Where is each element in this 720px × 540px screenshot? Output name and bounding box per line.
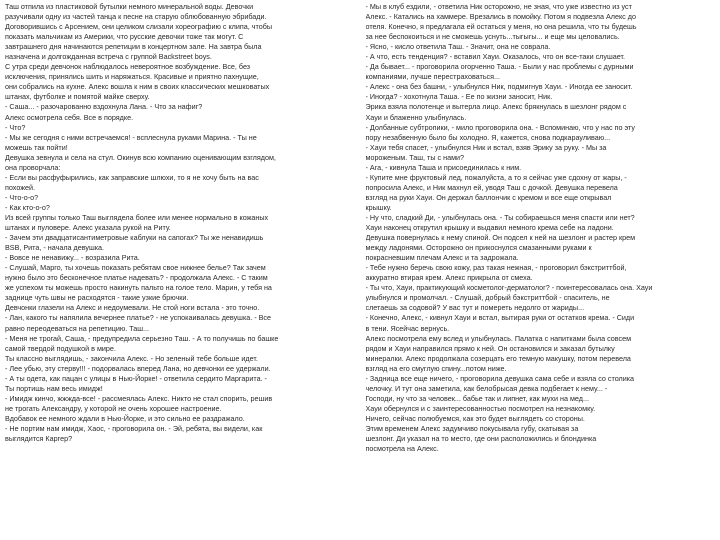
text-line: в тени. Ясейчас вернусь.: [365, 323, 450, 333]
text-line: исключения, принялись шить и наряжаться. Красивые и приятно пахнущие,: [5, 72, 259, 82]
text-line: Ничего, сейчас полюбуемся, как это будет выглядеть со стороны.: [365, 413, 585, 423]
text-line: - Если вы расфуфырились, как заправские шлюхи, то я не хочу быть на вас: [5, 172, 259, 182]
text-line: заднице чуть швы не расходятся - такие узкие брючки.: [5, 293, 189, 303]
text-line: - Вовсе не ненавижу... - возразила Рита.: [5, 253, 140, 263]
text-line: самой твердой подушкой в мире.: [5, 343, 116, 353]
text-line: - Ты что, Хауи, практикующий косметолог-дерматолог? - поинтересовалась она. Хауи: [365, 283, 653, 293]
text-line: покрасневшим плечам Алекс и та задрожала.: [365, 253, 519, 263]
left-column: [5, 2, 356, 540]
text-line: между ладонями. Осторожно он прикоснулся смазанными руками к: [365, 243, 592, 253]
text-line: Этим временем Алекс задумчиво покусывала губу, скатывая за: [365, 423, 579, 433]
text-line: - Не портим нам имидж, Хаос, - проговорила он. - Эй, ребята, вы видели, как: [5, 423, 263, 433]
text-line: можешь так пойти!: [5, 142, 68, 152]
text-line: Девушка зевнула и села на стул. Окинув всю компанию оценивающим взглядом,: [5, 152, 276, 162]
text-line: штанах, футболке и помятой майке сверху.: [5, 92, 150, 102]
text-line: Девчонки глазели на Алекс и недоумевали. Не стой ноги встала - это точно.: [5, 303, 260, 313]
text-line: улыбнулся и промолчал. - Слушай, добрый бэкстриттбой - спаситель, не: [365, 293, 610, 303]
text-line: Хауи наконец открутил крышку и выдавил немного крема себе на ладони.: [365, 223, 614, 233]
text-line: отеля. Конечно, я предлагала ей остаться у меня, но она решила, что ты будешь: [365, 22, 637, 32]
text-line: посмотрела на Алекс.: [365, 444, 439, 454]
text-line: выглядится Каргер?: [5, 434, 73, 444]
text-line: Хауи и блаженно улыбнулась.: [365, 112, 467, 122]
text-line: рядом и Хауи направился прямо к ней. Он остановился и заказал бутылку: [365, 343, 615, 353]
text-line: назначена и долгожданная встреча с группой Backstreet boys.: [5, 52, 212, 62]
text-line: слетаешь за содовой? У вас тут и помереть недолго от жариды...: [365, 303, 585, 313]
text-line: нужно было это бесконечное платье надевать? - продолжала Алекс. - С таким: [5, 273, 268, 283]
text-line: Господи, ну что за человек... бабье так и липнет, как мухи на мед...: [365, 393, 589, 403]
text-line: - Да бывает... - проговорила огорченно Таша. - Были у нас проблемы с дурными: [365, 62, 634, 72]
text-line: похожей.: [5, 182, 36, 192]
text-line: Вдобавок ее немного ждали в Нью-Йорке, и это сильно ее раздражало.: [5, 413, 245, 423]
text-line: же успехом ты можешь просто накинуть пальто на голое тело. Марин, у тебя на: [5, 283, 272, 293]
text-line: шезлонг. Ди указал на то место, где они расположились и блондинка: [365, 434, 597, 444]
text-line: показать мальчикам из Америки, что русские девочки тоже так могут. С: [5, 32, 244, 42]
text-line: за нее беспокоиться и не сможешь уснуть...тыгыгы... и еще мы целовались.: [365, 32, 620, 42]
text-line: равно переодеваться на репетицию. Таш...: [5, 323, 150, 333]
text-line: мороженым. Таш, ты с нами?: [365, 152, 465, 162]
text-line: попросила Алекс, и Ник махнул ей, уводя Таш с дочкой. Девушка перевела: [365, 182, 618, 192]
text-line: - Долбанные субтропики, - мило проговорила она. - Вспоминаю, что у нас по эту: [365, 122, 635, 132]
text-line: взгляд на руки Хауи. Он держал баллончик с кремом и все еще открывал: [365, 192, 612, 202]
text-line: - Как кто-о-о?: [5, 202, 50, 212]
text-line: челочку. И тут она заметила, как белобрысая девка подбегает к нему... -: [365, 383, 608, 393]
text-line: она проворчала:: [5, 162, 61, 172]
text-line: пору незабвенную было бы холодно. Я, кажется, снова подкарауливаю...: [365, 132, 611, 142]
text-line: завтрашнего дня начинаются репетиции в концертном зале. На завтра была: [5, 42, 262, 52]
text-line: крышку.: [365, 202, 392, 212]
text-line: - Ага, - кивнула Таша и присоединилась к ним.: [365, 162, 522, 172]
text-line: минералки. Алекс продолжала созерцать его темную макушку, потом перевела: [365, 353, 631, 363]
text-line: - Лее убью, эту стерву!!! - подорвалась вперед Лана, но девчонки ее удержали.: [5, 363, 271, 373]
text-line: - Хауи тебя спасет, - улыбнулся Ник и встал, взяв Эрику за руку. - Мы за: [365, 142, 607, 152]
text-line: - Слушай, Марго, ты хочешь показать ребятам свое нижнее белье? Так зачем: [5, 263, 266, 273]
text-line: - А что, есть тенденция? - вставил Хауи. Оказалось, что он все-таки слушает.: [365, 52, 625, 62]
text-line: Договорившись с Арсением, они целиком слизали хореографию с клипа, чтобы: [5, 22, 273, 32]
text-line: Хауи обернулся и с заинтересованностью посмотрел на незнакомку.: [365, 403, 596, 413]
text-line: Таш отпила из пластиковой бутылки немного минеральной воды. Девочки: [5, 2, 254, 11]
text-line: - Иногда? - хохотнула Таша. - Ее по жизни заносит, Ник.: [365, 92, 553, 102]
text-line: - Купите мне фруктовый лед, пожалуйста, а то я сейчас уже сдохну от жары, -: [365, 172, 627, 182]
text-line: Из всей группы только Таш выглядела более или менее нормально в кожаных: [5, 212, 269, 222]
text-line: разучивали одну из частей танца к песне на старую облюбованную эбрибади.: [5, 12, 267, 22]
text-line: - Ну что, сладкий Ди, - улыбнулась она. - Ты собираешься меня спасти или нет?: [365, 212, 635, 222]
text-line: штанах и пуловере. Алекс указала рукой на Риту.: [5, 223, 171, 233]
text-line: аккуратно втирая крем. Алекс прикрыла от смеха.: [365, 273, 533, 283]
text-line: BSB, Рита, - начала девушка.: [5, 243, 105, 253]
text-line: Эрика взяла полотенце и вытерла лицо. Алекс брякнулась в шезлонг рядом с: [365, 102, 627, 112]
text-line: - Лан, какого ты напялила вечернее платье? - не успокаивалась девушка. - Все: [5, 313, 272, 323]
text-line: Девушка повернулась к нему спиной. Он подсел к ней на шезлонг и растер крем: [365, 233, 636, 243]
text-line: - Тебе нужно беречь свою кожу, раз такая нежная, - проговорил бэкстриттбой,: [365, 263, 627, 273]
text-line: - Саша... - разочарованно вздохнула Лана. - Что за нафиг?: [5, 102, 203, 112]
right-column: [366, 2, 717, 540]
text-line: - Конечно, Алекс, - кивнул Хауи и встал, вытирая руки от остатков крема. - Сиди: [365, 313, 635, 323]
text-line: - Ясно, - кисло ответила Таш. - Значит, она не соврала.: [365, 42, 551, 52]
text-line: не трогать Александру, у которой не очень хорошее настроение.: [5, 403, 222, 413]
text-line: Алекс осмотрела себя. Все в порядке.: [5, 112, 134, 122]
text-line: взгляд на его смуглую спину...потом ниже.: [365, 363, 507, 373]
text-line: - Мы же сегодня с ними встречаемся! - всплеснула руками Марина. - Ты не: [5, 132, 257, 142]
text-line: Алекс. - Катались на хаммере. Врезались в помойку. Потом я подвезла Алекс до: [365, 12, 636, 22]
text-line: Ты классно выглядишь, - закончила Алекс. - Но зеленый тебе больше идет.: [5, 353, 258, 363]
text-line: - Имидж кинчо, жжжда-все! - рассмеялась Алекс. Никто не стал спорить, решив: [5, 393, 273, 403]
text-line: - Зачем эти двадцатисантиметровые каблуки на сапогах? Ты же ненавидишь: [5, 233, 264, 243]
text-line: они собрались на кухне. Алекс вошла к ним в своих классических мешковатых: [5, 82, 270, 92]
text-line: - А ты одета, как пацан с улицы в Нью-Йорке! - ответила сердито Маргарита. -: [5, 373, 267, 383]
text-line: - Алекс - она без башни, - улыбнулся Ник, подмигнув Хауи. - Иногда ее заносит.: [365, 82, 633, 92]
text-line: Алекс посмотрела ему вслед и улыбнулась. Палатка с напитками была совсем: [365, 333, 632, 343]
text-line: Ты портишь нам весь имидж!: [5, 383, 103, 393]
text-line: компаниями, лучше перестраховаться...: [365, 72, 501, 82]
text-line: - Меня не трогай, Саша, - предупредила серьезно Таш. - А то получишь по башке: [5, 333, 279, 343]
text-line: - Задница все еще ничего, - проговорила девушка сама себе и взяла со столика: [365, 373, 635, 383]
text-line: - Что?: [5, 122, 26, 132]
text-line: С утра среди девчонок наблюдалось невероятное возбуждение. Все, без: [5, 62, 251, 72]
text-line: - Что-о-о?: [5, 192, 39, 202]
text-line: - Мы в клуб ездили, - ответила Ник осторожно, не зная, что уже известно из уст: [365, 2, 632, 11]
